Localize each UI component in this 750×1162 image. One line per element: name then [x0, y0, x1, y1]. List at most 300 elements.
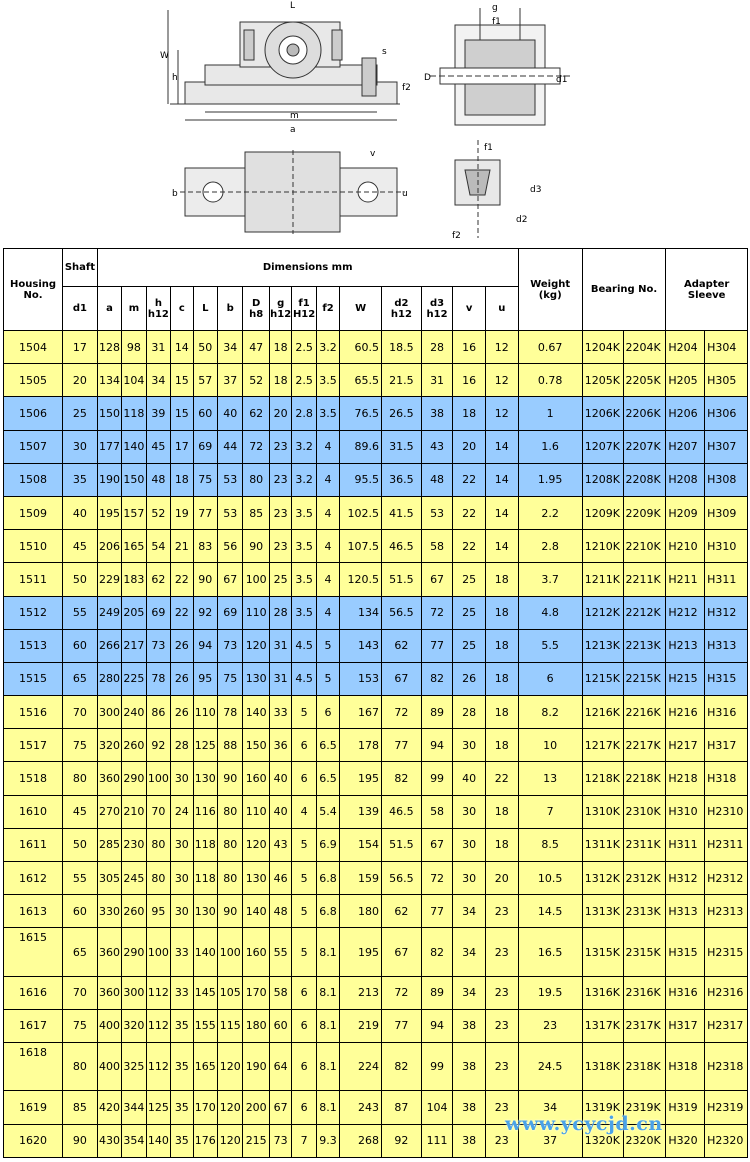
- cell-b: 67: [217, 563, 242, 596]
- cell-b: 90: [217, 895, 242, 928]
- cell-w: 195: [340, 928, 382, 976]
- cell-d2: 72: [382, 696, 422, 729]
- cell-d1: 20: [63, 364, 98, 397]
- cell-f1: 3.5: [292, 496, 316, 529]
- cell-no: 1518: [4, 762, 63, 795]
- cell-d2: 67: [382, 928, 422, 976]
- header-col-m: m: [122, 287, 146, 331]
- cell-b1: 1208K: [582, 463, 623, 496]
- cell-c: 26: [171, 629, 193, 662]
- cell-v: 30: [453, 828, 486, 861]
- cell-kg: 6: [518, 662, 582, 695]
- cell-b1: 1212K: [582, 596, 623, 629]
- cell-kg: 7: [518, 795, 582, 828]
- cell-g: 55: [269, 928, 291, 976]
- cell-g: 40: [269, 762, 291, 795]
- cell-c: 35: [171, 1009, 193, 1042]
- cell-u: 18: [485, 563, 518, 596]
- cell-h: 125: [146, 1091, 170, 1124]
- cell-b2: 2318K: [623, 1043, 666, 1091]
- cell-f1: 4: [292, 795, 316, 828]
- cell-kg: 19.5: [518, 976, 582, 1009]
- cell-f1: 6: [292, 729, 316, 762]
- cell-g: 25: [269, 563, 291, 596]
- cell-v: 25: [453, 629, 486, 662]
- cell-h: 69: [146, 596, 170, 629]
- cell-g: 48: [269, 895, 291, 928]
- cell-d3: 43: [421, 430, 453, 463]
- cell-a: 400: [97, 1043, 121, 1091]
- table-row: [4, 331, 748, 364]
- cell-u: 14: [485, 430, 518, 463]
- cell-b: 80: [217, 795, 242, 828]
- cell-no: 1512: [4, 596, 63, 629]
- cell-b: 105: [217, 976, 242, 1009]
- cell-d2: 82: [382, 1043, 422, 1091]
- cell-a: 177: [97, 430, 121, 463]
- cell-f2: 4: [316, 563, 339, 596]
- cell-l: 116: [193, 795, 217, 828]
- cell-d3: 94: [421, 1009, 453, 1042]
- cell-f1: 7: [292, 1124, 316, 1158]
- cell-l: 95: [193, 662, 217, 695]
- cell-kg: 13: [518, 762, 582, 795]
- table-row: [4, 1043, 748, 1091]
- cell-kg: 8.2: [518, 696, 582, 729]
- cell-b: 37: [217, 364, 242, 397]
- cell-f2: 9.3: [316, 1124, 339, 1158]
- header-col-v: v: [453, 287, 486, 331]
- cell-b2: 2319K: [623, 1091, 666, 1124]
- cell-c: 33: [171, 928, 193, 976]
- cell-no: 1517: [4, 729, 63, 762]
- cell-a: 190: [97, 463, 121, 496]
- cell-u: 12: [485, 397, 518, 430]
- cell-s2: H308: [705, 463, 748, 496]
- cell-v: 22: [453, 530, 486, 563]
- cell-s2: H2315: [705, 928, 748, 976]
- cell-c: 14: [171, 331, 193, 364]
- cell-m: 260: [122, 729, 146, 762]
- cell-g: 18: [269, 364, 291, 397]
- cell-d1: 75: [63, 1009, 98, 1042]
- table-row: [4, 976, 748, 1009]
- cell-m: 157: [122, 496, 146, 529]
- cell-l: 50: [193, 331, 217, 364]
- cell-d: 200: [243, 1091, 269, 1124]
- cell-kg: 37: [518, 1124, 582, 1158]
- cell-b: 120: [217, 1124, 242, 1158]
- cell-l: 165: [193, 1043, 217, 1091]
- cell-f2: 3.5: [316, 397, 339, 430]
- cell-s2: H307: [705, 430, 748, 463]
- cell-b2: 2315K: [623, 928, 666, 976]
- cell-w: 219: [340, 1009, 382, 1042]
- cell-s1: H204: [666, 331, 705, 364]
- table-row: [4, 463, 748, 496]
- cell-u: 14: [485, 496, 518, 529]
- cell-b2: 2310K: [623, 795, 666, 828]
- table-row: [4, 696, 748, 729]
- cell-s2: H311: [705, 563, 748, 596]
- cell-c: 26: [171, 696, 193, 729]
- cell-l: 118: [193, 828, 217, 861]
- cell-a: 360: [97, 928, 121, 976]
- cell-u: 14: [485, 530, 518, 563]
- cell-v: 34: [453, 928, 486, 976]
- header-col-d2: d2 h12: [382, 287, 422, 331]
- cell-d2: 46.5: [382, 795, 422, 828]
- cell-d3: 94: [421, 729, 453, 762]
- table-row: [4, 795, 748, 828]
- cell-d2: 36.5: [382, 463, 422, 496]
- cell-d: 90: [243, 530, 269, 563]
- header-weight: Weight (kg): [518, 249, 582, 331]
- cell-b2: 2211K: [623, 563, 666, 596]
- cell-b: 88: [217, 729, 242, 762]
- table-row: [4, 1009, 748, 1042]
- cell-a: 249: [97, 596, 121, 629]
- cell-d2: 82: [382, 762, 422, 795]
- cell-d: 110: [243, 596, 269, 629]
- table-row: [4, 1091, 748, 1124]
- cell-m: 210: [122, 795, 146, 828]
- cell-f2: 8.1: [316, 928, 339, 976]
- cell-c: 22: [171, 563, 193, 596]
- cell-c: 30: [171, 862, 193, 895]
- cell-d2: 51.5: [382, 828, 422, 861]
- cell-s2: H306: [705, 397, 748, 430]
- cell-l: 145: [193, 976, 217, 1009]
- header-col-d1: d1: [63, 287, 98, 331]
- cell-b1: 1217K: [582, 729, 623, 762]
- cell-w: 154: [340, 828, 382, 861]
- cell-f1: 5: [292, 828, 316, 861]
- cell-w: 195: [340, 762, 382, 795]
- cell-m: 165: [122, 530, 146, 563]
- cell-l: 110: [193, 696, 217, 729]
- cell-c: 15: [171, 364, 193, 397]
- cell-c: 33: [171, 976, 193, 1009]
- header-col-l: L: [193, 287, 217, 331]
- cell-d1: 60: [63, 629, 98, 662]
- cell-c: 35: [171, 1043, 193, 1091]
- cell-d3: 89: [421, 976, 453, 1009]
- cell-f2: 8.1: [316, 1091, 339, 1124]
- cell-f1: 3.5: [292, 596, 316, 629]
- header-col-c: c: [171, 287, 193, 331]
- cell-b: 75: [217, 662, 242, 695]
- cell-b1: 1207K: [582, 430, 623, 463]
- cell-c: 18: [171, 463, 193, 496]
- cell-d2: 46.5: [382, 530, 422, 563]
- cell-d3: 38: [421, 397, 453, 430]
- cell-d1: 45: [63, 795, 98, 828]
- cell-d: 100: [243, 563, 269, 596]
- cell-d1: 80: [63, 1043, 98, 1091]
- cell-u: 23: [485, 1124, 518, 1158]
- cell-g: 43: [269, 828, 291, 861]
- cell-u: 18: [485, 828, 518, 861]
- table-row: [4, 862, 748, 895]
- cell-b: 80: [217, 828, 242, 861]
- cell-u: 18: [485, 729, 518, 762]
- cell-c: 30: [171, 828, 193, 861]
- header-col-d3: d3 h12: [421, 287, 453, 331]
- cell-d2: 18.5: [382, 331, 422, 364]
- cell-b1: 1218K: [582, 762, 623, 795]
- cell-f2: 3.2: [316, 331, 339, 364]
- cell-g: 46: [269, 862, 291, 895]
- cell-h: 48: [146, 463, 170, 496]
- cell-c: 28: [171, 729, 193, 762]
- cell-f1: 5: [292, 696, 316, 729]
- cell-kg: 3.7: [518, 563, 582, 596]
- label-b: b: [172, 189, 178, 199]
- cell-b2: 2210K: [623, 530, 666, 563]
- cell-f1: 5: [292, 928, 316, 976]
- cell-s2: H310: [705, 530, 748, 563]
- cell-v: 38: [453, 1091, 486, 1124]
- cell-s2: H2313: [705, 895, 748, 928]
- cell-u: 23: [485, 1043, 518, 1091]
- cell-s2: H2310: [705, 795, 748, 828]
- cell-b2: 2206K: [623, 397, 666, 430]
- cell-s2: H312: [705, 596, 748, 629]
- cell-no: 1619: [4, 1091, 63, 1124]
- cell-b1: 1215K: [582, 662, 623, 695]
- cell-f1: 5: [292, 862, 316, 895]
- cell-d3: 72: [421, 596, 453, 629]
- cell-h: 62: [146, 563, 170, 596]
- dimensions-table: [3, 248, 748, 1158]
- cell-b: 90: [217, 762, 242, 795]
- cell-w: 167: [340, 696, 382, 729]
- cell-d1: 25: [63, 397, 98, 430]
- cell-h: 31: [146, 331, 170, 364]
- cell-d1: 60: [63, 895, 98, 928]
- cell-v: 26: [453, 662, 486, 695]
- cell-v: 25: [453, 563, 486, 596]
- cell-b1: 1206K: [582, 397, 623, 430]
- cell-d2: 26.5: [382, 397, 422, 430]
- cell-v: 18: [453, 397, 486, 430]
- cell-u: 12: [485, 364, 518, 397]
- cell-a: 305: [97, 862, 121, 895]
- header-col-g: g h12: [269, 287, 291, 331]
- cell-h: 112: [146, 1009, 170, 1042]
- label-s: s: [382, 47, 387, 57]
- cell-no: 1507: [4, 430, 63, 463]
- cell-w: 153: [340, 662, 382, 695]
- cell-d3: 82: [421, 662, 453, 695]
- cell-b: 56: [217, 530, 242, 563]
- cell-s2: H316: [705, 696, 748, 729]
- cell-b1: 1312K: [582, 862, 623, 895]
- cell-f2: 3.5: [316, 364, 339, 397]
- cell-f2: 4: [316, 530, 339, 563]
- label-d2: d2: [516, 215, 528, 225]
- cell-b1: 1216K: [582, 696, 623, 729]
- cell-s1: H215: [666, 662, 705, 695]
- cell-l: 92: [193, 596, 217, 629]
- cell-v: 38: [453, 1043, 486, 1091]
- cell-s1: H218: [666, 762, 705, 795]
- cell-d: 190: [243, 1043, 269, 1091]
- cell-c: 35: [171, 1091, 193, 1124]
- cell-f1: 6: [292, 1091, 316, 1124]
- cell-d: 85: [243, 496, 269, 529]
- cell-g: 36: [269, 729, 291, 762]
- cell-m: 325: [122, 1043, 146, 1091]
- cell-no: 1511: [4, 563, 63, 596]
- cell-a: 320: [97, 729, 121, 762]
- cell-kg: 1.95: [518, 463, 582, 496]
- label-f2: f2: [402, 83, 411, 93]
- cell-w: 139: [340, 795, 382, 828]
- cell-kg: 1.6: [518, 430, 582, 463]
- cell-m: 260: [122, 895, 146, 928]
- cell-d3: 28: [421, 331, 453, 364]
- cell-kg: 2.8: [518, 530, 582, 563]
- cell-no: 1613: [4, 895, 63, 928]
- cell-b1: 1311K: [582, 828, 623, 861]
- cell-v: 16: [453, 364, 486, 397]
- cell-no: 1506: [4, 397, 63, 430]
- cell-d3: 82: [421, 928, 453, 976]
- cell-s1: H206: [666, 397, 705, 430]
- cell-g: 28: [269, 596, 291, 629]
- cell-s1: H310: [666, 795, 705, 828]
- cell-no: 1610: [4, 795, 63, 828]
- cell-s1: H217: [666, 729, 705, 762]
- cell-m: 140: [122, 430, 146, 463]
- cell-b: 78: [217, 696, 242, 729]
- table-row: [4, 563, 748, 596]
- cell-a: 360: [97, 976, 121, 1009]
- cell-d: 140: [243, 696, 269, 729]
- cell-s1: H205: [666, 364, 705, 397]
- cell-d1: 40: [63, 496, 98, 529]
- cell-d2: 77: [382, 1009, 422, 1042]
- cell-b2: 2212K: [623, 596, 666, 629]
- cell-g: 23: [269, 496, 291, 529]
- cell-s1: H213: [666, 629, 705, 662]
- cell-c: 21: [171, 530, 193, 563]
- cell-s1: H316: [666, 976, 705, 1009]
- cell-w: 143: [340, 629, 382, 662]
- cell-d3: 99: [421, 1043, 453, 1091]
- cell-a: 270: [97, 795, 121, 828]
- cell-h: 45: [146, 430, 170, 463]
- cell-h: 92: [146, 729, 170, 762]
- cell-d1: 50: [63, 828, 98, 861]
- cell-b2: 2312K: [623, 862, 666, 895]
- cell-v: 16: [453, 331, 486, 364]
- cell-d1: 75: [63, 729, 98, 762]
- cell-a: 150: [97, 397, 121, 430]
- cell-l: 77: [193, 496, 217, 529]
- label-f1: f1: [492, 17, 501, 27]
- cell-h: 78: [146, 662, 170, 695]
- cell-s2: H2312: [705, 862, 748, 895]
- cell-l: 130: [193, 895, 217, 928]
- cell-kg: 2.2: [518, 496, 582, 529]
- cell-f2: 4: [316, 496, 339, 529]
- cell-d: 130: [243, 662, 269, 695]
- cell-c: 17: [171, 430, 193, 463]
- cell-h: 100: [146, 928, 170, 976]
- table-row: [4, 762, 748, 795]
- cell-h: 140: [146, 1124, 170, 1158]
- cell-c: 15: [171, 397, 193, 430]
- cell-d1: 45: [63, 530, 98, 563]
- cell-s1: H320: [666, 1124, 705, 1158]
- cell-m: 290: [122, 928, 146, 976]
- cell-no: 1615: [4, 928, 63, 976]
- cell-d: 110: [243, 795, 269, 828]
- cell-m: 344: [122, 1091, 146, 1124]
- cell-s1: H317: [666, 1009, 705, 1042]
- cell-no: 1616: [4, 976, 63, 1009]
- header-dimensions: Dimensions mm: [97, 249, 518, 287]
- cell-s2: H309: [705, 496, 748, 529]
- cell-f2: 6.5: [316, 729, 339, 762]
- cell-b2: 2316K: [623, 976, 666, 1009]
- cell-d3: 77: [421, 629, 453, 662]
- table-row: [4, 928, 748, 976]
- cell-d3: 58: [421, 795, 453, 828]
- cell-b: 53: [217, 463, 242, 496]
- cell-kg: 16.5: [518, 928, 582, 976]
- plan-view: [172, 149, 408, 234]
- cell-s1: H207: [666, 430, 705, 463]
- cell-a: 206: [97, 530, 121, 563]
- cell-c: 30: [171, 762, 193, 795]
- cell-v: 34: [453, 895, 486, 928]
- header-housing: Housing No.: [4, 249, 63, 331]
- cell-kg: 23: [518, 1009, 582, 1042]
- cell-s1: H318: [666, 1043, 705, 1091]
- cell-d: 47: [243, 331, 269, 364]
- cell-m: 230: [122, 828, 146, 861]
- cell-u: 22: [485, 762, 518, 795]
- cell-d1: 50: [63, 563, 98, 596]
- cell-a: 420: [97, 1091, 121, 1124]
- cell-d: 140: [243, 895, 269, 928]
- cell-f2: 8.1: [316, 976, 339, 1009]
- cell-f1: 3.5: [292, 563, 316, 596]
- header-col-h: h h12: [146, 287, 170, 331]
- cell-m: 320: [122, 1009, 146, 1042]
- table-body: [4, 331, 748, 1158]
- table-row: [4, 430, 748, 463]
- cell-a: 128: [97, 331, 121, 364]
- cell-s2: H2317: [705, 1009, 748, 1042]
- cell-kg: 34: [518, 1091, 582, 1124]
- cell-f2: 5.4: [316, 795, 339, 828]
- cell-b1: 1313K: [582, 895, 623, 928]
- cell-b2: 2217K: [623, 729, 666, 762]
- cell-d3: 31: [421, 364, 453, 397]
- cell-d3: 111: [421, 1124, 453, 1158]
- cell-s2: H313: [705, 629, 748, 662]
- cell-u: 20: [485, 862, 518, 895]
- cell-l: 60: [193, 397, 217, 430]
- cell-d: 180: [243, 1009, 269, 1042]
- table-row: [4, 729, 748, 762]
- cell-d: 215: [243, 1124, 269, 1158]
